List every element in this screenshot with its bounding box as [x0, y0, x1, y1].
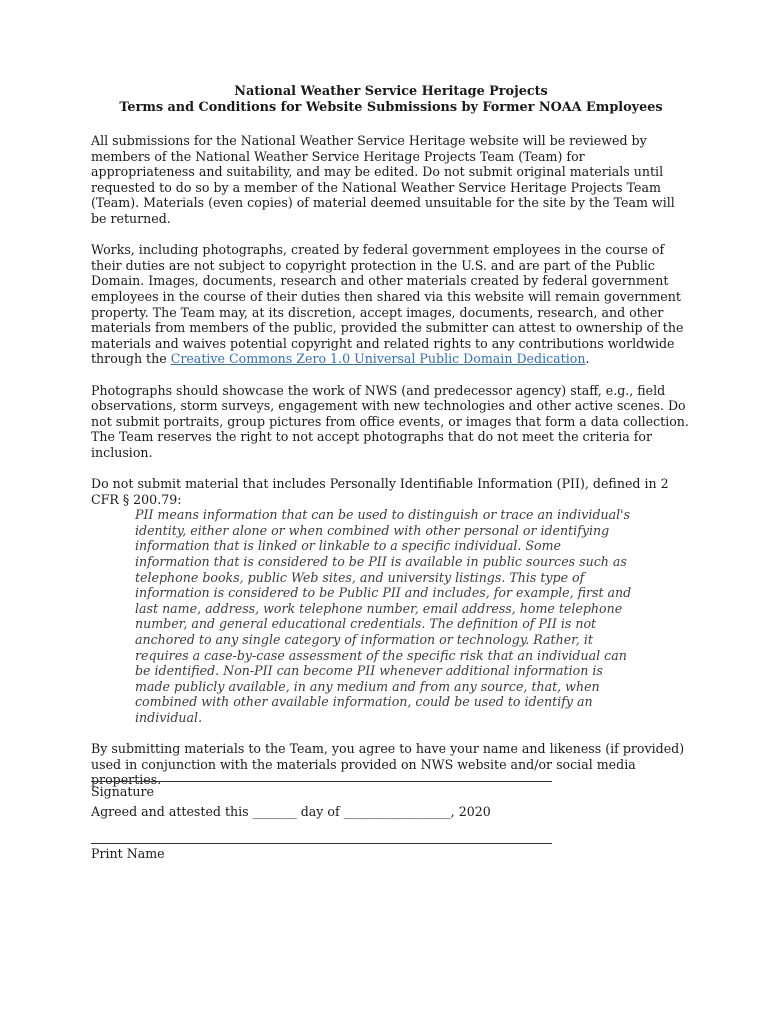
- attestation-line: Agreed and attested this _______ day of _________________, 2020: [91, 803, 491, 819]
- paragraph-pii-lead: Do not submit material that includes Personally Identifiable Information (PII), defined in 2 CFR § 200.79:: [91, 476, 669, 507]
- paragraph-photographs: Photographs should showcase the work of NWS (and predecessor agency) staff, e.g., field observations, storm surveys, engagement with new technologies and other active scenes. Do not submit portraits, group pictures from office events, or images that form a data collection. The Team reserves the right to not accept photographs that do not meet the criteria for inclusion.: [91, 382, 689, 460]
- title-line-2: Terms and Conditions for Website Submissions by Former NOAA Employees: [119, 100, 663, 115]
- print-name-line[interactable]: [91, 843, 552, 844]
- paragraph-copyright-text: Works, including photographs, created by federal government employees in the course of their duties are not subject to copyright protection in the U.S. and are part of the Public Domain. Images, documents, research and other materials created by federal government employees in the course of their duties then shared via this website will remain government property. The Team may, at its discretion, accept images, documents, research, and other materials from members of the public, provided the submitter can attest to ownership of the materials and waives potential copyright and related rights to any contributions worldwide through the: [91, 242, 684, 367]
- signature-label: Signature: [91, 784, 154, 799]
- signature-line[interactable]: [91, 781, 552, 782]
- document-title: [91, 84, 691, 116]
- print-name-label: Print Name: [91, 846, 165, 861]
- title-line-1: National Weather Service Heritage Projects: [234, 84, 548, 99]
- pii-definition-quote: PII means information that can be used to distinguish or trace an individual's identity, either alone or when combined with other personal or identifying information that is linked or linkable to a specific individual. Some information that is considered to be PII is available in public sources such as telephone books, public Web sites, and university listings. This type of information is considered to be Public PII and includes, for example, first and last name, address, work telephone number, email address, home telephone number, and general educational credentials. The definition of PII is not anchored to any single category of information or technology. Rather, it requires a case-by-case assessment of the specific risk that an individual can be identified. Non-PII can become PII whenever additional information is made publicly available, in any medium and from any source, that, when combined with other available information, could be used to identify an individual.: [135, 507, 632, 725]
- cc0-link[interactable]: Creative Commons Zero 1.0 Universal Public Domain Dedication: [170, 351, 586, 367]
- document-body: [91, 84, 691, 835]
- paragraph-copyright: [91, 242, 691, 367]
- paragraph-likeness: By submitting materials to the Team, you agree to have your name and likeness (if provided) used in conjunction with the materials provided on NWS website and/or social media properties.: [91, 741, 685, 788]
- paragraph-copyright-end: .: [585, 351, 590, 367]
- paragraph-review: All submissions for the National Weather Service Heritage website will be reviewed by members of the National Weather Service Heritage Projects Team (Team) for appropriateness and suitability, and may be edited. Do not submit original materials until requested to do so by a member of the National Weather Service Heritage Projects Team (Team). Materials (even copies) of material deemed unsuitable for the site by the Team will be returned.: [91, 133, 675, 226]
